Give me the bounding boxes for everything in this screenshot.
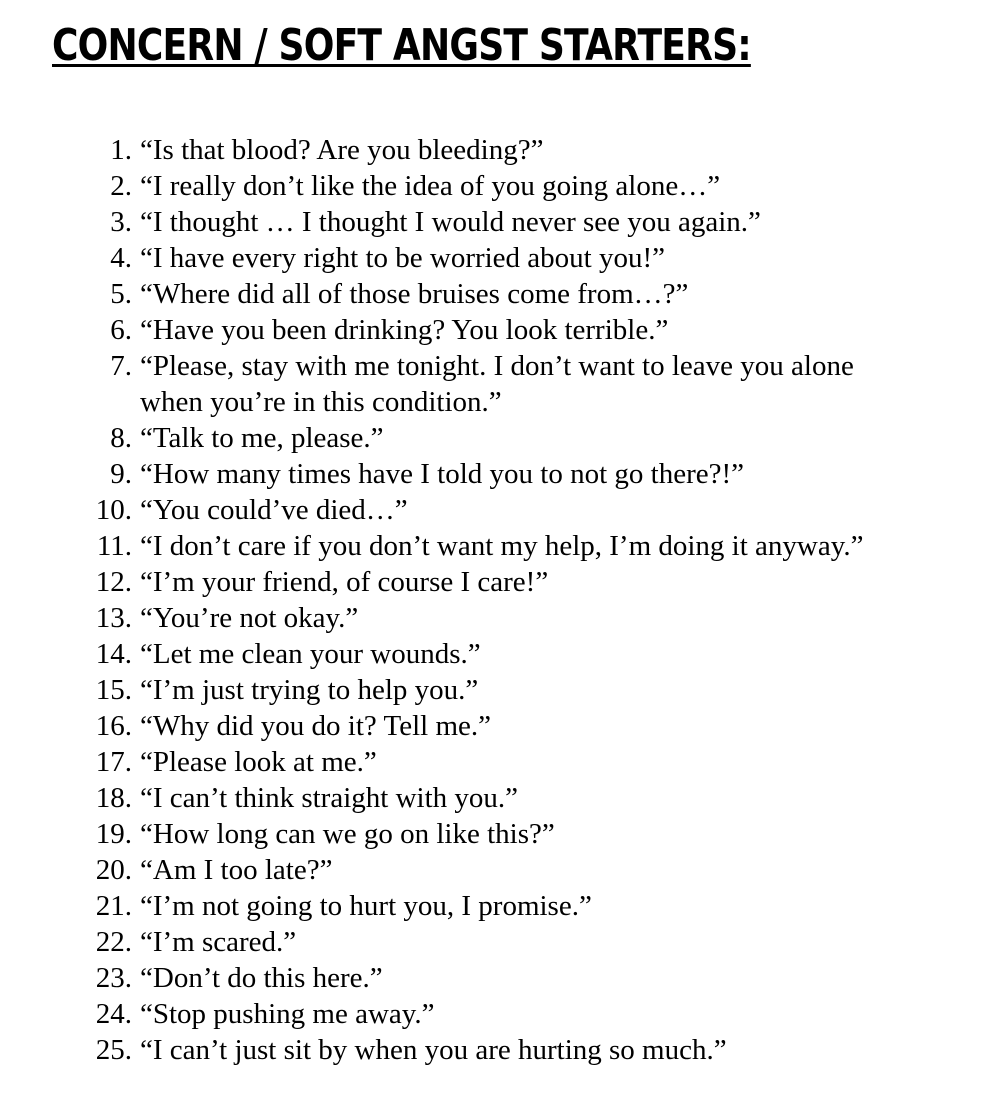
item-text: “I don’t care if you don’t want my help, I’m doing it anyway.”: [140, 530, 864, 562]
list-item: [0, 564, 1002, 600]
item-number: 2.: [110, 170, 132, 202]
item-text: “You’re not okay.”: [140, 602, 359, 634]
list-item: [0, 600, 1002, 636]
item-number: 8.: [110, 422, 132, 454]
list-item: [0, 960, 1002, 996]
item-number: 14.: [95, 638, 132, 670]
list-item: [0, 168, 1002, 204]
list-item: [0, 456, 1002, 492]
list-item: [0, 348, 1002, 420]
item-text: “Please look at me.”: [140, 746, 377, 778]
item-number: 6.: [110, 314, 132, 346]
item-number: 18.: [95, 782, 132, 814]
item-text: “Talk to me, please.”: [140, 422, 384, 454]
item-text: “I can’t just sit by when you are hurting so much.”: [140, 1034, 727, 1066]
list-item: [0, 924, 1002, 960]
item-text: “How many times have I told you to not go there?!”: [140, 458, 745, 490]
list-item: [0, 672, 1002, 708]
item-text: “I can’t think straight with you.”: [140, 782, 518, 814]
list-item: [0, 888, 1002, 924]
item-number: 16.: [95, 710, 132, 742]
list-item: [0, 528, 1002, 564]
item-text: “Stop pushing me away.”: [140, 998, 435, 1030]
item-text: “I’m not going to hurt you, I promise.”: [140, 890, 592, 922]
item-number: 17.: [95, 746, 132, 778]
list-item: [0, 492, 1002, 528]
list-item: [0, 132, 1002, 168]
item-text: “Where did all of those bruises come from…?”: [140, 278, 689, 310]
list-item: [0, 1032, 1002, 1068]
item-number: 3.: [110, 206, 132, 238]
item-text: “I really don’t like the idea of you going alone…”: [140, 170, 721, 202]
item-number: 25.: [95, 1034, 132, 1066]
item-text: “I’m your friend, of course I care!”: [140, 566, 549, 598]
item-text: “Let me clean your wounds.”: [140, 638, 481, 670]
item-number: 5.: [110, 278, 132, 310]
item-number: 19.: [95, 818, 132, 850]
item-text: “I have every right to be worried about you!”: [140, 242, 666, 274]
item-number: 9.: [110, 458, 132, 490]
item-number: 1.: [110, 134, 132, 166]
item-text: “You could’ve died…”: [140, 494, 408, 526]
list-item: [0, 276, 1002, 312]
item-text: “Am I too late?”: [140, 854, 333, 886]
item-number: 12.: [95, 566, 132, 598]
item-text: “I thought … I thought I would never see you again.”: [140, 206, 761, 238]
item-number: 13.: [95, 602, 132, 634]
page-title: CONCERN / SOFT ANGST STARTERS:: [52, 20, 751, 71]
item-number: 21.: [95, 890, 132, 922]
list-item: [0, 996, 1002, 1032]
item-number: 11.: [96, 530, 132, 562]
item-text: “Is that blood? Are you bleeding?”: [140, 134, 544, 166]
item-text: “Don’t do this here.”: [140, 962, 383, 994]
list-item: [0, 420, 1002, 456]
item-number: 20.: [95, 854, 132, 886]
item-text: “How long can we go on like this?”: [140, 818, 555, 850]
item-number: 10.: [95, 494, 132, 526]
item-number: 15.: [95, 674, 132, 706]
list-item: [0, 204, 1002, 240]
item-text: “I’m scared.”: [140, 926, 297, 958]
list-item: [0, 636, 1002, 672]
list-item: [0, 852, 1002, 888]
list-item: [0, 708, 1002, 744]
item-number: 24.: [95, 998, 132, 1030]
item-text: “Why did you do it? Tell me.”: [140, 710, 491, 742]
list-item: [0, 240, 1002, 276]
item-text: “I’m just trying to help you.”: [140, 674, 479, 706]
item-number: 22.: [95, 926, 132, 958]
list-item: [0, 816, 1002, 852]
list-item: [0, 312, 1002, 348]
item-text: “Have you been drinking? You look terrible.”: [140, 314, 669, 346]
list-item: [0, 744, 1002, 780]
list-item: [0, 780, 1002, 816]
starter-list: [0, 132, 1002, 1068]
item-text: “Please, stay with me tonight. I don’t want to leave you alone when you’re in this condition.”: [140, 350, 854, 418]
item-number: 23.: [95, 962, 132, 994]
item-number: 4.: [110, 242, 132, 274]
item-number: 7.: [110, 350, 132, 382]
